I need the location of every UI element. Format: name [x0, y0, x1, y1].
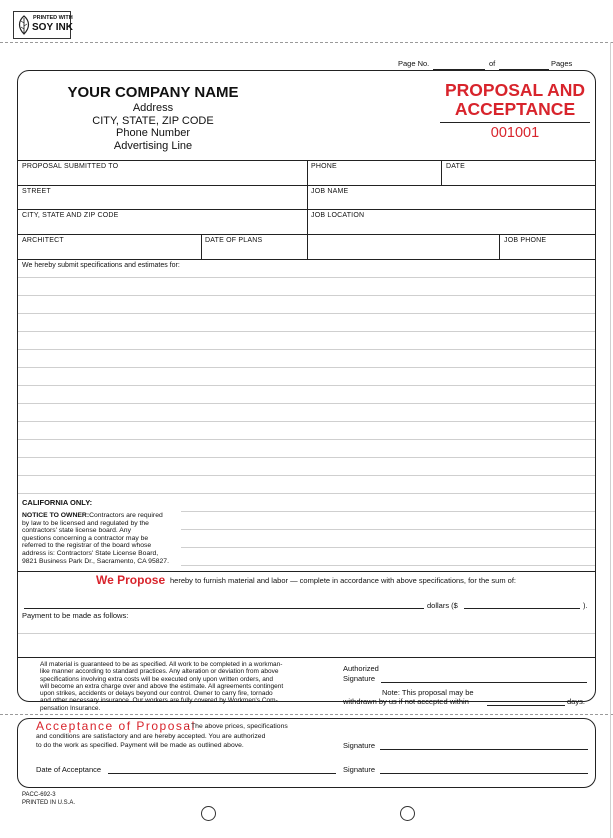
blank-cell-field[interactable]: [309, 236, 497, 258]
street-field[interactable]: [19, 196, 305, 208]
amount-close-paren: ).: [583, 601, 588, 610]
spec-line: [18, 457, 595, 458]
company-city-state-zip: CITY, STATE, ZIP CODE: [92, 114, 214, 127]
job-location-field[interactable]: [309, 220, 593, 233]
spec-line: [181, 511, 595, 512]
spec-line: [18, 331, 595, 332]
middle-perforation: [0, 714, 613, 715]
form-title: [440, 81, 590, 119]
california-heading: CALIFORNIA ONLY:: [22, 498, 93, 507]
company-phone: Phone Number: [116, 127, 190, 139]
spec-line: [18, 385, 595, 386]
note-line-1: Note: This proposal may be: [382, 688, 474, 697]
we-propose-text: hereby to furnish material and labor — complete in accordance with above specifications, for the sum of:: [170, 576, 517, 585]
title-underline: [440, 122, 590, 123]
acceptance-heading: Acceptance of Proposal: [36, 719, 196, 733]
dollars-label: dollars ($: [427, 601, 458, 610]
date-field[interactable]: [443, 171, 593, 184]
spec-line: [18, 403, 595, 404]
terms-line: specifications involving extra costs will be executed only upon written orders, and: [40, 675, 274, 683]
soybean-leaf-icon: [16, 15, 32, 35]
payment-bottom-rule: [18, 657, 595, 658]
california-notice: [22, 512, 184, 565]
job-location-label: JOB LOCATION: [311, 212, 365, 219]
propose-top-rule: [18, 571, 595, 572]
acceptance-text-2: and conditions are satisfactory and are hereby accepted. You are authorized: [36, 733, 266, 740]
terms-line: pensation Insurance.: [40, 704, 101, 712]
amount-field[interactable]: [464, 595, 580, 608]
specs-intro: We hereby submit specifications and estimates for:: [22, 262, 180, 269]
date-of-acceptance-line: [108, 773, 336, 774]
soy-ink-badge: [13, 11, 71, 39]
punch-hole: [201, 806, 216, 821]
we-propose-heading: We Propose: [96, 573, 166, 587]
architect-field[interactable]: [19, 245, 199, 258]
acceptance-signature-2-label: Signature: [343, 765, 376, 774]
authorized-label: Authorized: [343, 664, 379, 673]
terms-line: will become an extra charge over and above the estimate. All agreements contingent: [40, 682, 284, 690]
acceptance-signature-field[interactable]: [380, 735, 588, 749]
job-phone-field[interactable]: [501, 245, 593, 258]
spec-line: [181, 529, 595, 530]
city-state-zip-label: CITY, STATE AND ZIP CODE: [22, 212, 119, 219]
right-margin-rule: [610, 42, 611, 838]
grid-divider: [307, 160, 308, 259]
notice-line: questions concerning a contractor may be: [22, 534, 149, 542]
date-of-acceptance-field[interactable]: [108, 759, 336, 773]
terms-line: and other necessary insurance. Our workers are fully covered by Workmen's Com-: [40, 697, 278, 705]
form-title-line-2: ACCEPTANCE: [454, 99, 576, 119]
authorized-signature-label: Signature: [343, 674, 376, 683]
notice-line: referred to the registrar of the board whose: [22, 542, 152, 550]
spec-line: [18, 475, 595, 476]
date-of-plans-field[interactable]: [203, 245, 305, 258]
punch-hole: [400, 806, 415, 821]
date-of-acceptance-label: Date of Acceptance: [36, 765, 102, 774]
days-label: days.: [567, 697, 585, 706]
acceptance-signature-2-field[interactable]: [380, 759, 588, 773]
acceptance-signature-label: Signature: [343, 741, 376, 750]
of-label: of: [489, 59, 496, 68]
spec-line: [18, 349, 595, 350]
architect-label: ARCHITECT: [22, 237, 64, 244]
top-perforation: [0, 42, 613, 43]
page-no-label: Page No.: [398, 59, 430, 68]
authorized-signature-line: [381, 682, 587, 683]
sum-words-field[interactable]: [24, 595, 424, 608]
spec-line: [18, 439, 595, 440]
authorized-signature-field[interactable]: [381, 668, 587, 682]
company-advertising: Advertising Line: [113, 139, 193, 152]
spec-line: [181, 547, 595, 548]
acceptance-text-3: to do the work as specified. Payment will be made as outlined above.: [36, 742, 244, 749]
badge-line-1: PRINTED WITH: [33, 15, 73, 21]
amount-line: [464, 608, 580, 609]
notice-line: address is: Contractors' State License Board,: [22, 549, 159, 557]
acceptance-signature-line: [380, 749, 588, 750]
terms-text: [40, 661, 335, 712]
street-label: STREET: [22, 188, 51, 195]
grid-divider: [499, 234, 500, 259]
terms-line: like manner according to standard practices. Any alteration or deviation from above: [40, 668, 279, 676]
payment-field[interactable]: [19, 620, 594, 656]
notice-line: by law to be licensed and regulated by the: [22, 519, 149, 527]
printed-in-usa: PRINTED IN U.S.A.: [22, 800, 76, 806]
notice-line: Contractors are required: [89, 512, 163, 519]
phone-field[interactable]: [309, 171, 439, 184]
notice-title: NOTICE TO OWNER:: [22, 512, 90, 519]
sum-words-line: [24, 608, 424, 609]
company-address: Address: [132, 102, 174, 114]
acceptance-text-1: - The above prices, specifications: [187, 723, 288, 730]
days-line: [487, 705, 565, 706]
spec-line: [18, 295, 595, 296]
terms-line: upon strikes, accidents or delays beyond our control. Owner to carry fire, tornado: [40, 690, 273, 698]
grid-divider: [201, 234, 202, 259]
proposal-submitted-to-field[interactable]: [19, 171, 305, 184]
grid-divider: [441, 160, 442, 185]
days-field[interactable]: [487, 692, 565, 705]
spec-line: [181, 565, 595, 566]
notice-line: 9821 Business Park Dr., Sacramento, CA 95827.: [22, 557, 169, 565]
job-phone-label: JOB PHONE: [504, 237, 547, 244]
terms-line: All material is guaranteed to be as specified. All work to be completed in a workman-: [40, 661, 283, 668]
spec-line: [18, 493, 595, 494]
grid-line: [18, 259, 595, 260]
form-number: 001001: [490, 125, 540, 141]
spec-line: [18, 421, 595, 422]
spec-line: [18, 277, 595, 278]
company-block: [28, 84, 278, 152]
date-of-plans-label: DATE OF PLANS: [205, 237, 263, 244]
spec-line: [18, 367, 595, 368]
spec-line: [18, 313, 595, 314]
company-name: YOUR COMPANY NAME: [67, 84, 239, 101]
acceptance-signature-2-line: [380, 773, 588, 774]
payment-label: Payment to be made as follows:: [22, 611, 129, 620]
proposal-submitted-to-label: PROPOSAL SUBMITTED TO: [22, 163, 119, 170]
form-code: PACC-692-3: [22, 792, 56, 798]
city-state-zip-field[interactable]: [19, 220, 305, 233]
notice-line: contractors' state license board. Any: [22, 527, 131, 535]
badge-line-2: SOY INK: [32, 22, 73, 33]
job-name-field[interactable]: [309, 196, 593, 208]
pages-label: Pages: [551, 59, 573, 68]
form-title-line-1: PROPOSAL AND: [444, 80, 586, 100]
note-line-2: withdrawn by us if not accepted within: [343, 697, 469, 706]
phone-label: PHONE: [311, 163, 337, 170]
date-label: DATE: [446, 163, 465, 170]
job-name-label: JOB NAME: [311, 188, 349, 195]
